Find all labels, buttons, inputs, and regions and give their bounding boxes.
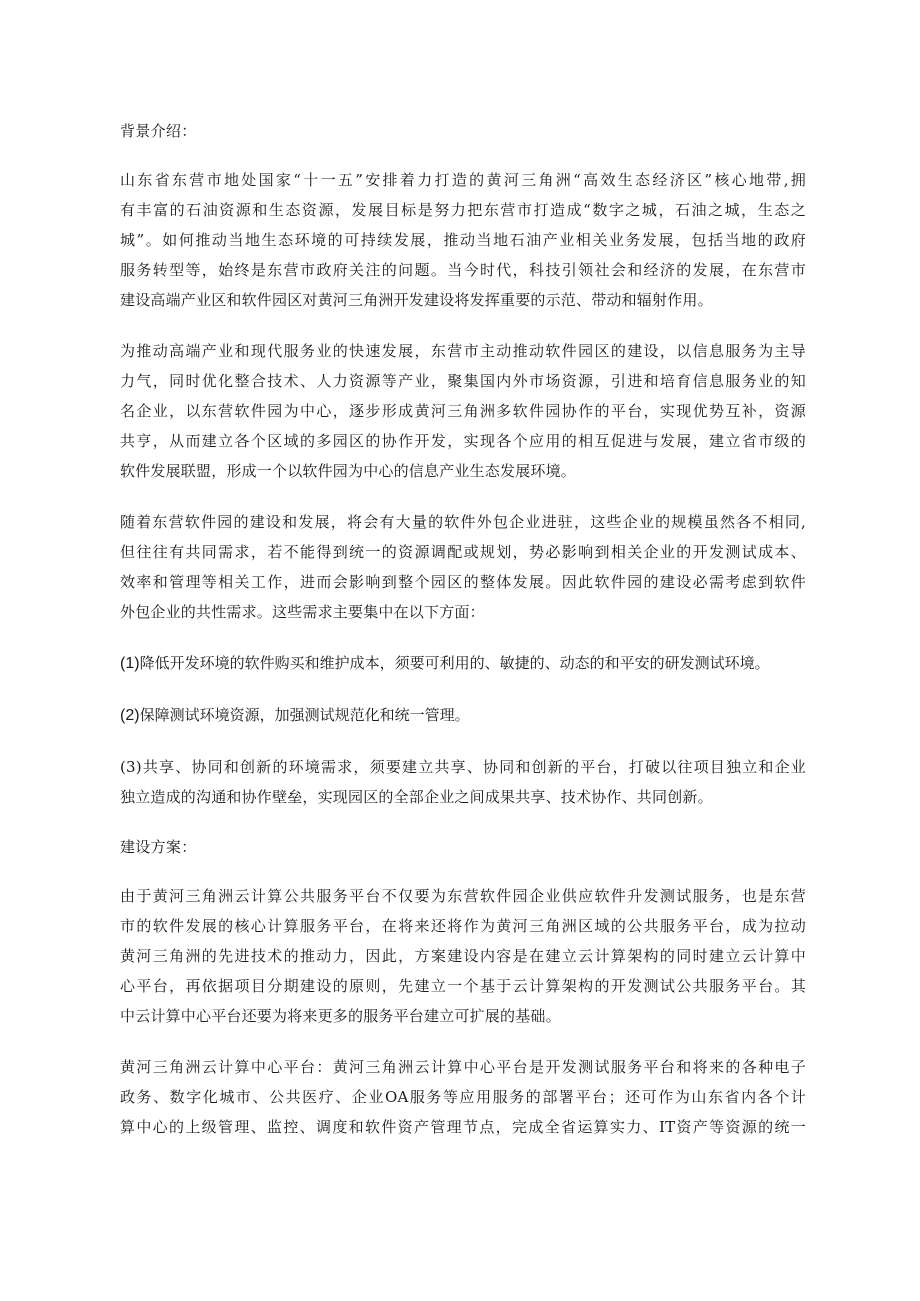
text-line: 建设高端产业区和软件园区对黄河三角洲开发建设将发挥重要的示范、带动和辐射作用。 [120,291,713,309]
plan-heading: 建设方案： [120,838,197,856]
list-item-text: 保障测试环境资源，加强测试规范化和统一管理。 [139,706,470,724]
list-item-number: (3) [120,758,142,776]
text-line: 由于黄河三角洲云计算公共服务平台不仅要为东营软件园企业供应软件升发测试服务，也是东营 [120,887,806,905]
text-line: 城”。如何推动当地生态环境的可持续发展，推动当地石油产业相关业务发展，包括当地的政府 [120,231,806,249]
paragraph-promotion [120,336,806,486]
background-heading: 背景介绍： [120,122,197,140]
list-item-text: 共享、协同和创新的环境需求，须要建立共享、协同和创新的平台，打破以往项目独立和企业 [141,758,806,776]
text-line: 力气，同时优化整合技术、人力资源等产业，聚集国内外市场资源，引进和培育信息服务业的知 [120,372,806,390]
list-item-number: (1) [120,655,140,672]
list-item [120,752,806,812]
text-line: 政务、数字化城市、公共医疗、企业OA服务等应用服务的部署平台；还可作为山东省内各个计 [120,1088,806,1106]
text-line: 中云计算中心平台还要为将来更多的服务平台建立可扩展的基础。 [120,1007,561,1025]
text-line: 心平台，再依据项目分期建设的原则，先建立一个基于云计算架构的开发测试公共服务平台。其 [120,977,806,995]
text-line: 服务转型等，始终是东营市政府关注的问题。当今时代，科技引领社会和经济的发展，在东营市 [120,261,806,279]
text-line: 为推动高端产业和现代服务业的快速发展，东营市主动推动软件园区的建设，以信息服务为主导 [120,342,806,360]
list-item [120,700,806,731]
list-item-text: 降低开发环境的软件购买和维护成本，须要可利用的、敏捷的、动态的和平安的研发测试环境。 [139,654,770,672]
text-line: 外包企业的共性需求。这些需求主要集中在以下方面： [120,603,485,621]
paragraph-demand [120,507,806,627]
text-line: 随着东营软件园的建设和发展，将会有大量的软件外包企业进驻，这些企业的规模虽然各不相同, [120,513,806,531]
list-item [120,648,806,679]
text-line: 山东省东营市地处国家“十一五”安排着力打造的黄河三角洲“高效生态经济区”核心地带,拥 [120,171,806,189]
text-line: 市的软件发展的核心计算服务平台，在将来还将作为黄河三角洲区域的公共服务平台，成为拉动 [120,917,806,935]
text-line: 有丰富的石油资源和生态资源，发展目标是努力把东营市打造成“数字之城，石油之城，生态之 [120,201,806,219]
text-line: 名企业，以东营软件园为中心，逐步形成黄河三角洲多软件园协作的平台，实现优势互补，资源 [120,402,806,420]
text-line: 黄河三角洲云计算中心平台：黄河三角洲云计算中心平台是开发测试服务平台和将来的各种电子 [120,1058,806,1076]
text-line: 独立造成的沟通和协作壁垒，实现园区的全部企业之间成果共享、技术协作、共同创新。 [120,788,713,806]
text-line [120,752,806,782]
document-page [120,117,806,1163]
list-item-number: (2) [120,707,140,724]
paragraph-cloud-center [120,1052,806,1142]
paragraph-plan [120,881,806,1031]
text-line: 黄河三角洲的先进技术的推动力，因此，方案建设内容是在建立云计算架构的同时建立云计算中 [120,947,806,965]
text-line: 共亨，从而建立各个区域的多园区的协作开发，实现各个应用的相互促进与发展，建立省市级的 [120,432,806,450]
text-line: 但往往有共同需求，若不能得到统一的资源调配或规划，势必影响到相关企业的开发测试成本、 [120,543,806,561]
text-line: 算中心的上级管理、监控、调度和软件资产管理节点，完成全省运算实力、IT资产等资源的统一 [120,1118,806,1136]
text-line: 软件发展联盟，形成一个以软件园为中心的信息产业生态发展环境。 [120,462,577,480]
text-line: 效率和管理等相关工作，进而会影响到整个园区的整体发展。因此软件园的建设必需考虑到软件 [120,573,806,591]
paragraph-background [120,165,806,315]
